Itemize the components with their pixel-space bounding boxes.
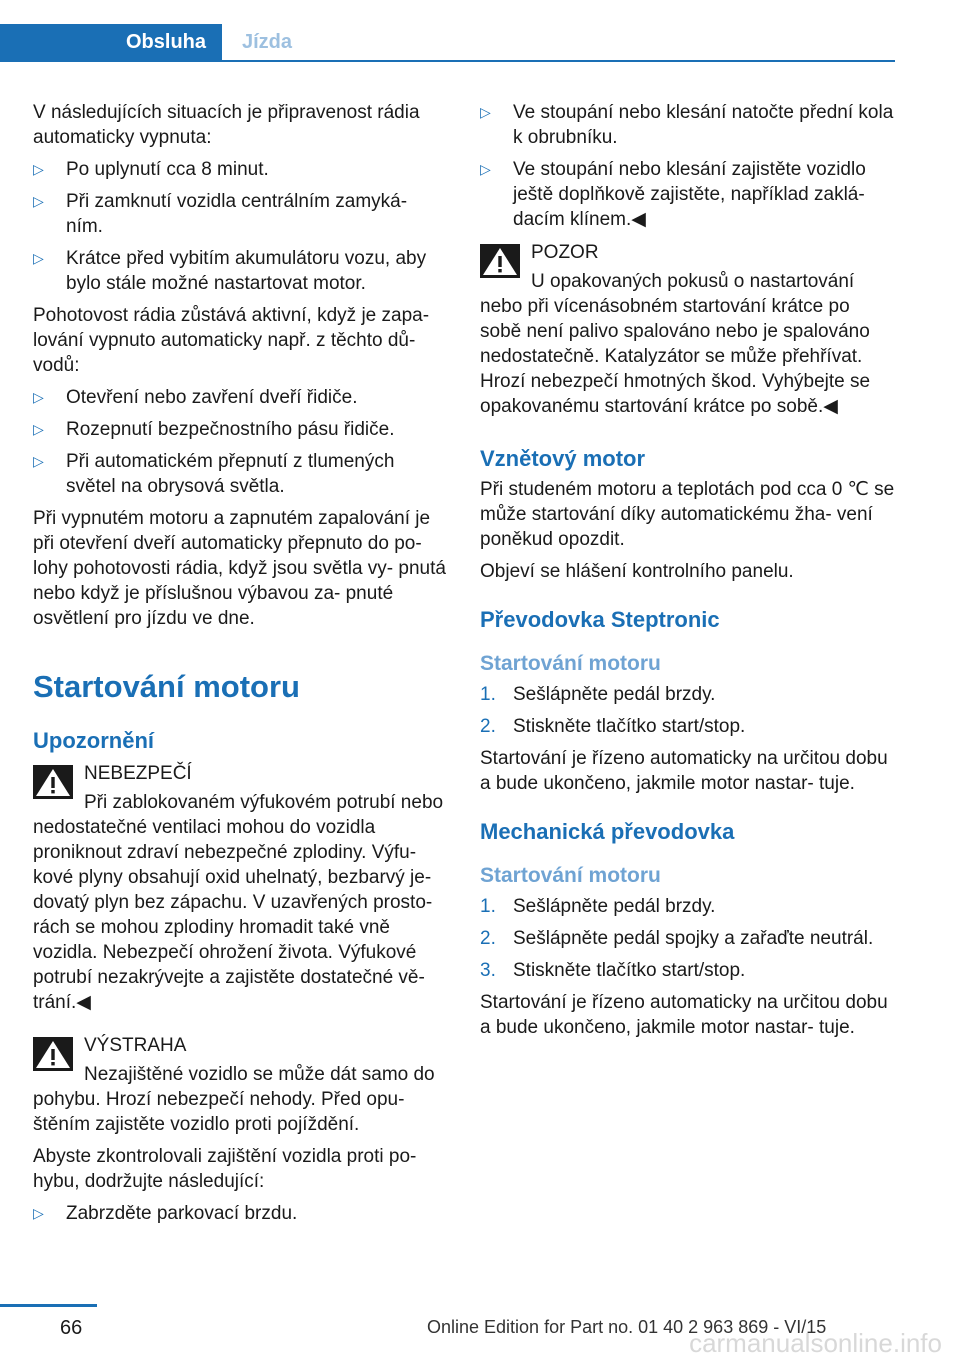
triangle-bullet-icon: ▷ [33,1205,44,1221]
paragraph: Startování je řízeno automaticky na určitou dobu a bude ukončeno, jakmile motor nastar‐ tuje. [480,992,888,1038]
list-item: 1. Sešlápněte pedál brzdy. [480,896,716,917]
paragraph: Pohotovost rádia zůstává aktivní, když je zapa‐ lování vypnuto automaticky např. z těchto dů‐ vodů: [33,305,430,376]
watermark: carmanualsonline.info [689,1328,942,1358]
paragraph: Při vypnutém motoru a zapnutém zapalování je při otevření dveří automaticky přepnuto do po‐ lohy pohotovosti rádia, když jsou světla vy‐ pnutá nebo když je příslušnou výbavou za‐ pnuté osvětlení pro jízdu ve dne. [33,508,446,629]
warning-title: POZOR [531,242,599,263]
right-column [480,100,895,1047]
tab-obsluha[interactable]: Obsluha [0,24,222,60]
triangle-bullet-icon: ▷ [480,104,491,120]
page-number: 66 [60,1317,83,1339]
section-subtitle: Vznětový motor [480,446,646,471]
paragraph: Abyste zkontrolovali zajištění vozidla proti po‐ hybu, dodržujte následující: [33,1146,417,1192]
warning-title: VÝSTRAHA [84,1035,187,1056]
triangle-bullet-icon: ▷ [33,250,44,266]
triangle-bullet-icon: ▷ [33,161,44,177]
list-item: ▷ Krátce před vybitím akumulátoru vozu, aby bylo stále možné nastartovat motor. [33,248,427,294]
list-item: ▷ Otevření nebo zavření dveří řidiče. [33,387,358,408]
list-item: ▷ Ve stoupání nebo klesání natočte přední kola k obrubníku. [480,102,894,148]
list-item: ▷ Ve stoupání nebo klesání zajistěte vozidlo ještě doplňkově zajistěte, například zaklá‐ dacím klínem.◀ [480,159,866,230]
left-column [33,100,448,1233]
tab-jizda[interactable]: Jízda [242,30,293,53]
paragraph: Startování je řízeno automaticky na určitou dobu a bude ukončeno, jakmile motor nastar‐ tuje. [480,748,888,794]
list-item: ▷ Při automatickém přepnutí z tlumených světel na obrysová světla. [33,451,395,497]
list-item: 1. Sešlápněte pedál brzdy. [480,684,716,705]
warning-text: Nezajištěné vozidlo se může dát samo do pohybu. Hrozí nebezpečí nehody. Před opu‐ štěním zajistěte vozidlo proti pojíždění. [33,1064,435,1135]
danger-warning [33,761,448,1015]
edition-text: Online Edition for Part no. 01 40 2 963 869 - VI/15 [427,1317,827,1337]
list-item: ▷ Po uplynutí cca 8 minut. [33,159,269,180]
paragraph: V následujících situacích je připravenost rádia automaticky vypnuta: [33,102,420,148]
list-item: ▷ Zabrzděte parkovací brzdu. [33,1203,298,1224]
triangle-bullet-icon: ▷ [33,193,44,209]
header [0,0,895,63]
triangle-bullet-icon: ▷ [33,389,44,405]
triangle-bullet-icon: ▷ [33,421,44,437]
paragraph: Při studeném motoru a teplotách pod cca 0 ℃ se může startování díky automatickému žha‐ vení poněkud opozdit. [480,479,895,550]
warning-title: NEBEZPEČÍ [84,763,192,784]
list-item: 2. Sešlápněte pedál spojky a zařaďte neutrál. [480,928,874,949]
warning-triangle-icon [480,244,520,278]
list-item: 3. Stiskněte tlačítko start/stop. [480,960,746,981]
section-subtitle: Mechanická převodovka [480,819,735,844]
subsection-title: Startování motoru [480,864,661,887]
list-item: ▷ Při zamknutí vozidla centrálním zamyká‐ ním. [33,191,408,237]
list-item: 2. Stiskněte tlačítko start/stop. [480,716,746,737]
footer-divider [0,1304,97,1307]
caution-warning [33,1033,448,1137]
header-divider [0,60,895,62]
list-item: ▷ Rozepnutí bezpečnostního pásu řidiče. [33,419,395,440]
section-title: Startování motoru [33,669,300,704]
triangle-bullet-icon: ▷ [480,161,491,177]
warning-triangle-icon [33,1037,73,1071]
triangle-bullet-icon: ▷ [33,453,44,469]
attention-warning [480,240,895,419]
subsection-title: Startování motoru [480,652,661,675]
warning-text: U opakovaných pokusů o nastartování nebo při vícenásobném startování krátce po sobě není palivo spalováno nebo je spalováno nedostatečně. Katalyzátor se může přehřívat. Hrozí nebezpečí hmotných škod. Vyhýbejte se opakovanému startování krátce po sobě.◀ [480,271,871,417]
section-subtitle: Převodovka Steptronic [480,607,720,632]
warning-triangle-icon [33,765,73,799]
warning-text: Při zablokovaném výfukovém potrubí nebo nedostatečné ventilaci mohou do vozidla proniknout zdraví nebezpečné zplodiny. Výfu‐ kové plyny obsahují oxid uhelnatý, bezbarvý je‐ dovatý plyn bez zápachu. V uzavřených prosto‐ rách se mohou zplodiny hromadit také vně vozidla. Nebezpečí ohrožení života. Výfukové potrubí nezakrývejte a zajistěte dostatečné vě‐ trání.◀ [33,792,444,1013]
section-subtitle: Upozornění [33,728,154,753]
paragraph: Objeví se hlášení kontrolního panelu. [480,561,794,582]
